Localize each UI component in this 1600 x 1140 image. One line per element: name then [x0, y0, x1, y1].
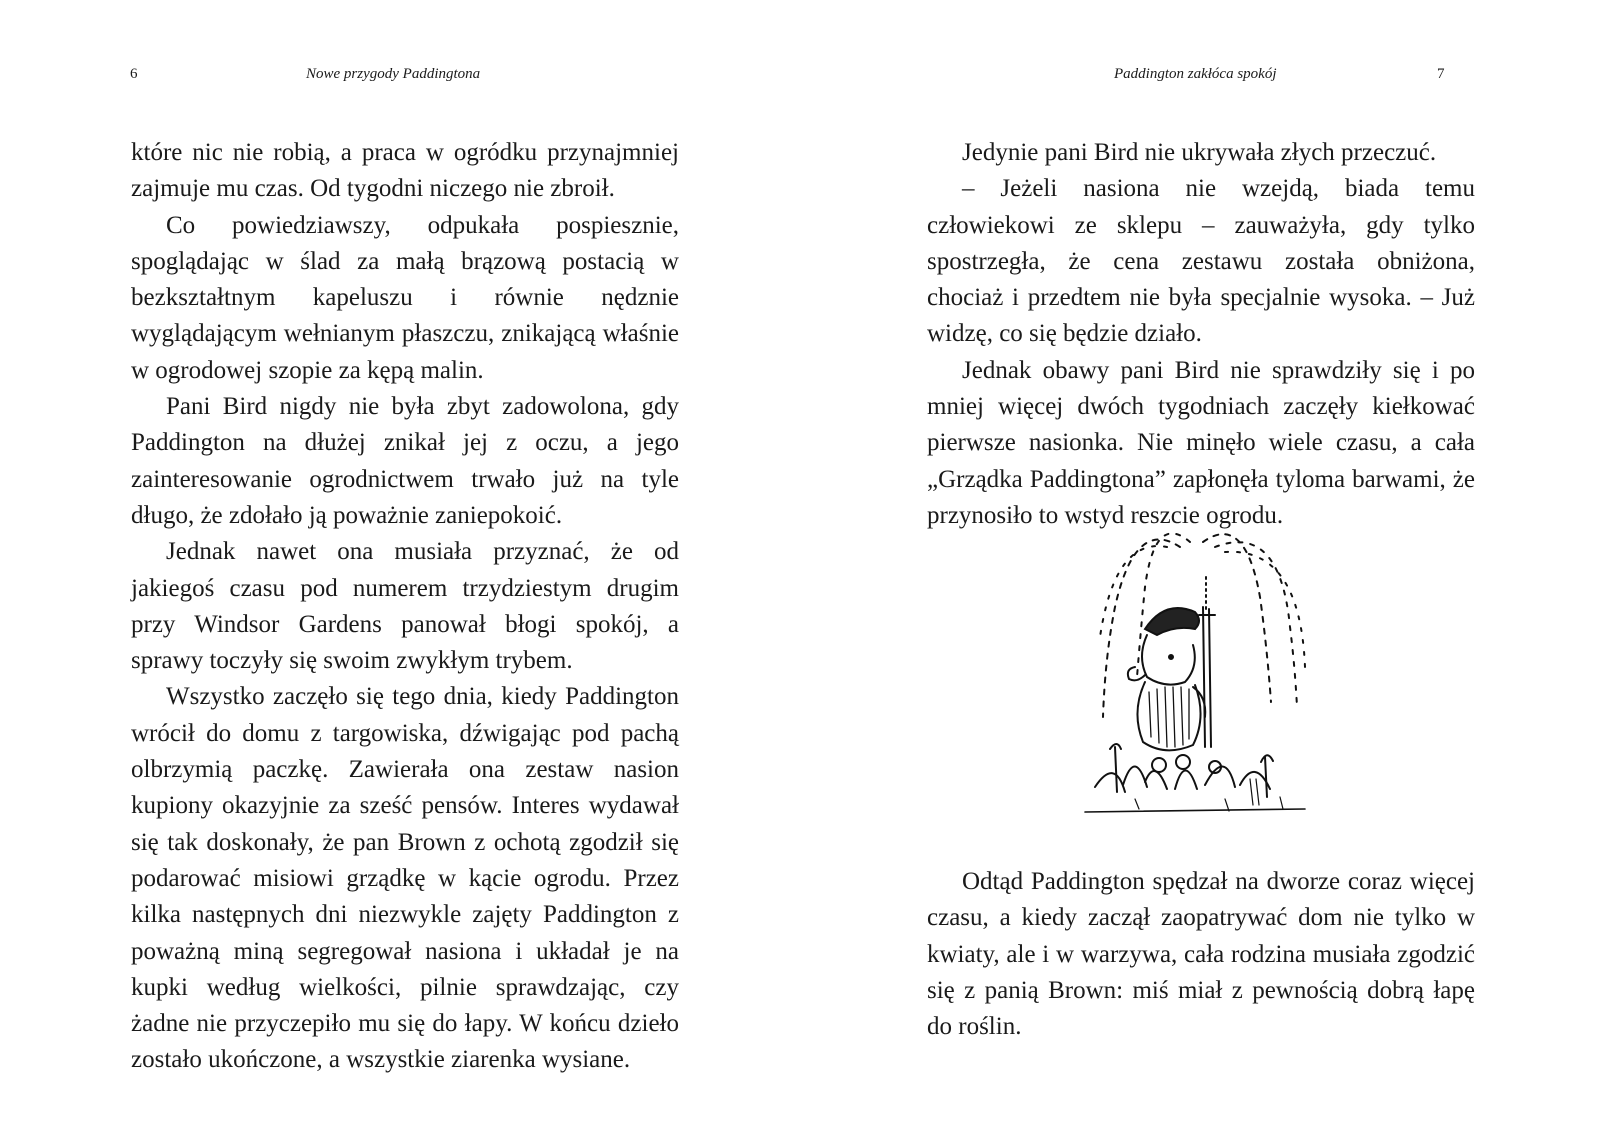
paragraph: Jednak obawy pani Bird nie sprawdziły się i po mniej więcej dwóch tygodniach zaczęły kiełkować pierwsze nasionka. Nie minęło wiele czasu, a cała „Grządka Paddingtona” zapłonęła tyloma barwami, że przynosiło to wstyd reszcie ogrodu.: [927, 356, 1475, 529]
paragraph: Wszystko zaczęło się tego dnia, kiedy Paddington wrócił do domu z targowiska, dźwigając pod pachą olbrzymią paczkę. Zawierała ona zestaw nasion kupiony okazyjnie za sześć pensów. Interes wydawał się tak doskonały, że pan Brown z ochotą zgodził się podarować misiowi grządkę w kącie ogrodu. Przez kilka następnych dni niezwykle zajęty Paddington z poważną miną segregował nasiona i układał je na kupki według wielkości, pilnie sprawdzając, czy żadne nie przyczepiło mu się do łapy. W końcu dzieło zostało ukończone, a wszystkie ziarenka wysiane.: [131, 683, 679, 1074]
paragraph: – Jeżeli nasiona nie wzejdą, biada temu człowiekowi ze sklepu – zauważyła, gdy tylko spostrzegła, że cena zestawu została obniżona, chociaż i przedtem nie była specjalnie wysoka. – Już widzę, co się będzie działo.: [927, 175, 1475, 348]
paragraph: Odtąd Paddington spędzał na dworze coraz więcej czasu, a kiedy zaczął zaopatrywać dom nie tylko w kwiaty, ale i w warzywa, cała rodzina musiała zgodzić się z panią Brown: miś miał z pewnością dobrą łapę do roślin.: [927, 868, 1475, 1041]
right-page-body-bottom: [927, 864, 1475, 1045]
running-head-left: Nowe przygody Paddingtona: [306, 66, 481, 82]
paragraph: Co powiedziawszy, odpukała pospiesznie, spoglądając w ślad za małą brązową postacią w bezkształtnym kapeluszu i równie nędznie wyglądającym wełnianym płaszczu, znikającą właśnie w ogrodowej szopie za kępą malin.: [131, 211, 679, 384]
page-number-left: 6: [130, 66, 138, 82]
paragraph: Jednak nawet ona musiała przyznać, że od jakiegoś czasu pod numerem trzydziestym drugim przy Windsor Gardens panował błogi spokój, a sprawy toczyły się swoim zwykłym trybem.: [131, 538, 679, 675]
paragraph: które nic nie robią, a praca w ogródku przynajmniej zajmuje mu czas. Od tygodni niczego nie zbroił.: [131, 139, 679, 203]
left-page-body: [131, 135, 679, 1079]
right-page-body-top: [927, 135, 1475, 534]
page-number-right: 7: [1437, 66, 1445, 82]
running-head-right: Paddington zakłóca spokój: [1114, 66, 1277, 82]
paragraph: Jedynie pani Bird nie ukrywała złych przeczuć.: [962, 139, 1437, 166]
paragraph: Pani Bird nigdy nie była zbyt zadowolona, gdy Paddington na dłużej znikał jej z oczu, a jego zainteresowanie ogrodnictwem trwało już na tyle długo, że zdołało ją poważnie zaniepokoić.: [131, 393, 679, 529]
right-page: [800, 0, 1600, 1140]
bear-in-sprinkler-illustration: [1075, 517, 1315, 817]
